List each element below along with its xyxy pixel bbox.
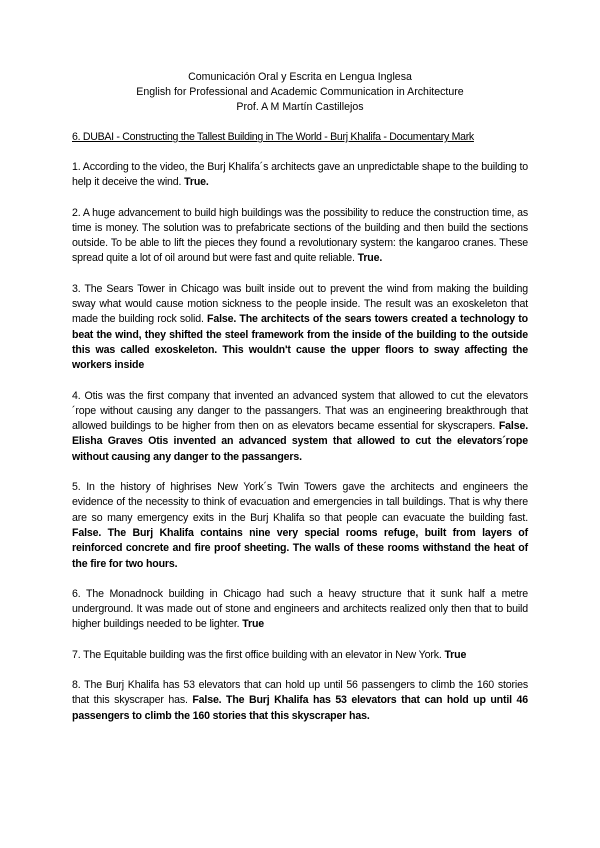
question-answer: False. Elisha Graves Otis invented an advanced system that allowed to cut the elevators´rope without causing any danger to the passangers.: [72, 420, 528, 463]
document-title: 6. DUBAI - Constructing the Tallest Building in The World - Burj Khalifa - Documentary Mark: [72, 131, 474, 143]
question-text: 3. The Sears Tower in Chicago was built inside out to prevent the wind from making the building sway what would cause motion sickness to the people inside. The result was an exoskeleton that made the building rock solid.: [72, 282, 528, 326]
question-2: [72, 206, 528, 267]
question-1: [72, 160, 528, 191]
question-text: 4. Otis was the first company that invented an advanced system that allowed to cut the elevators´rope without causing any danger to the passangers. That was an engineering breakthrough that allowed buildings to be higher from then on as elevators became essential for skyscrapers.: [72, 389, 528, 433]
question-answer: True.: [184, 176, 209, 189]
question-text: 6. The Monadnock building in Chicago had such a heavy structure that it sunk half a metre underground. It was made out of stone and engineers and architects realized only then that to build higher buildings needed to be lighter.: [72, 587, 528, 631]
question-3: [72, 282, 528, 374]
course-name-english: English for Professional and Academic Communication in Architecture: [136, 86, 464, 98]
course-name-spanish: Comunicación Oral y Escrita en Lengua Inglesa: [188, 71, 412, 83]
question-7: [72, 648, 528, 663]
document-page: [72, 70, 528, 724]
document-header: [72, 70, 528, 115]
question-answer: False. The architects of the sears towers created a technology to beat the wind, they shifted the steel framework from the inside of the building to the outside this was called exoskeleton. This wouldn't cause the upper floors to sway affecting the workers inside: [72, 313, 528, 372]
question-text: 1. According to the video, the Burj Khalifa´s architects gave an unpredictable shape to the building to help it deceive the wind.: [72, 161, 528, 189]
question-8: [72, 678, 528, 724]
question-answer: False. The Burj Khalifa has 53 elevators that can hold up until 46 passengers to climb the 160 stories that this skyscraper has.: [72, 694, 528, 722]
question-answer: True: [444, 648, 467, 661]
question-text: 2. A huge advancement to build high buildings was the possibility to reduce the construction time, as time is money. The solution was to prefabricate sections of the building and then build the sections outside. To be able to lift the pieces they found a revolutionary system: the kangaroo cranes. These spread quite a lot of oil around but were fast and quite reliable.: [72, 206, 528, 265]
question-answer: True.: [357, 252, 383, 265]
professor-name: Prof. A M Martín Castillejos: [236, 101, 364, 113]
question-4: [72, 389, 528, 465]
question-6: [72, 587, 528, 633]
question-text: 7. The Equitable building was the first office building with an elevator in New York.: [72, 648, 445, 661]
question-5: [72, 480, 528, 572]
question-text: 8. The Burj Khalifa has 53 elevators that can hold up until 56 passengers to climb the 160 stories that this skyscraper has.: [72, 679, 528, 707]
question-text: 5. In the history of highrises New York´s Twin Towers gave the architects and engineers the evidence of the necessity to think of evacuation and emergencies in tall buildings. That is why there are so many emergency exits in the Burj Khalifa so that people can evacuate the building fast.: [72, 481, 528, 524]
question-answer: False. The Burj Khalifa contains nine very special rooms refuge, built from layers of reinforced concrete and fire proof sheeting. The walls of these rooms withstand the heat of the fire for two hours.: [72, 526, 528, 570]
question-answer: True: [242, 618, 265, 631]
